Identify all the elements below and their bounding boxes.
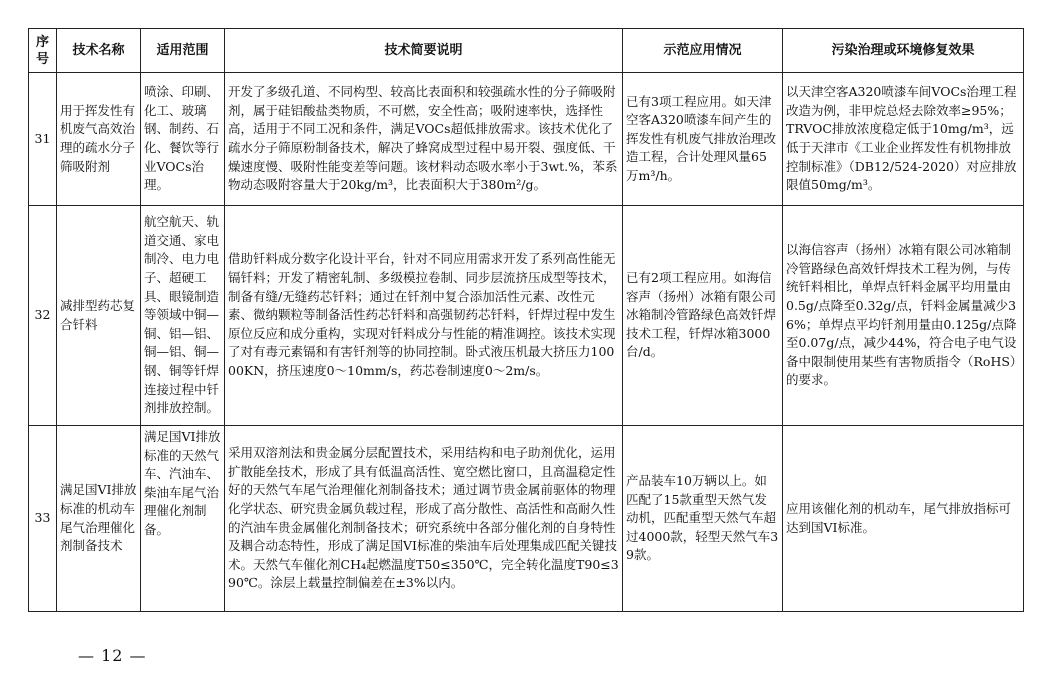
table-row xyxy=(29,73,1024,206)
header-scope: 适用范围 xyxy=(141,29,225,73)
row-demo: 产品装车10万辆以上。如匹配了15款重型天然气发动机，匹配重型天然气车超过4000款，轻型天然气车39款。 xyxy=(623,426,783,612)
row-scope: 喷涂、印刷、化工、玻璃钢、制药、石化、餐饮等行业VOCs治理。 xyxy=(141,73,225,206)
row-demo: 已有2项工程应用。如海信容声（扬州）冰箱有限公司冰箱制冷管路绿色高效钎焊技术工程，钎焊冰箱3000台/d。 xyxy=(623,206,783,426)
header-name: 技术名称 xyxy=(57,29,141,73)
row-demo: 已有3项工程应用。如天津空客A320喷漆车间产生的挥发性有机废气排放治理改造工程，合计处理风量65万m³/h。 xyxy=(623,73,783,206)
row-desc: 采用双溶剂法和贵金属分层配置技术，采用结构和电子助剂优化，运用扩散能垒技术，形成了具有低温高活性、宽空燃比窗口，且高温稳定性好的天然气车尾气治理催化剂制备技术；通过调节贵金属前驱体的物理化学状态、研究贵金属负载过程，形成了高分散性、高活性和高耐久性的汽油车贵金属催化剂制备技术；研究系统中各部分催化剂的自身特性及耦合动态特性，形成了满足国VI标准的柴油车后处理集成匹配关键技术。天然气车催化剂CH₄起燃温度T50≤350℃，完全转化温度T90≤390℃。涂层上载量控制偏差在±3%以内。 xyxy=(225,426,623,612)
row-name: 减排型药芯复合钎料 xyxy=(57,206,141,426)
row-desc: 开发了多级孔道、不同构型、较高比表面积和较强疏水性的分子筛吸附剂，属于硅铝酸盐类物质，不可燃，安全性高；吸附速率快，选择性高，适用于不同工况和条件，满足VOCs超低排放需求。该技术优化了疏水分子筛原粉制备技术，解决了蜂窝成型过程中易开裂、强度低、干燥速度慢、吸附性能变差等问题。该材料动态吸水率小于3wt.%，苯系物动态吸附容量大于20kg/m³，比表面积大于380m²/g。 xyxy=(225,73,623,206)
row-no: 33 xyxy=(29,426,57,612)
header-demo: 示范应用情况 xyxy=(623,29,783,73)
row-name: 用于挥发性有机废气高效治理的疏水分子筛吸附剂 xyxy=(57,73,141,206)
row-effect: 以天津空客A320喷漆车间VOCs治理工程改造为例，非甲烷总烃去除效率≥95%；TRVOC排放浓度稳定低于10mg/m³，远低于天津市《工业企业挥发性有机物排放控制标准》（DB12/524-2020）对应排放限值50mg/m³。 xyxy=(783,73,1024,206)
row-no: 31 xyxy=(29,73,57,206)
header-effect: 污染治理或环境修复效果 xyxy=(783,29,1024,73)
row-effect: 应用该催化剂的机动车，尾气排放指标可达到国VI标准。 xyxy=(783,426,1024,612)
row-scope: 满足国VI排放标准的天然气车、汽油车、柴油车尾气治理催化剂制备。 xyxy=(141,426,225,612)
table-row xyxy=(29,426,1024,612)
row-effect: 以海信容声（扬州）冰箱有限公司冰箱制冷管路绿色高效钎焊技术工程为例，与传统钎料相比，单焊点钎料金属平均用量由0.5g/点降至0.32g/点，钎料金属量减少36%；单焊点平均钎剂用量由0.125g/点降至0.07g/点，减少44%，符合电子电气设备中限制使用某些有害物质指令（RoHS）的要求。 xyxy=(783,206,1024,426)
header-desc: 技术简要说明 xyxy=(225,29,623,73)
row-desc: 借助钎料成分数字化设计平台，针对不同应用需求开发了系列高性能无镉钎料；开发了精密轧制、多级模拉卷制、同步层流挤压成型等技术，制备有缝/无缝药芯钎料；通过在钎剂中复合添加活性元素、改性元素、微纳颗粒等制备活性药芯钎料和高强韧药芯钎料，钎焊过程中发生原位反应和成分重构，实现对钎料成分与性能的精准调控。该技术实现了对有毒元素镉和有害钎剂等的协同控制。卧式液压机最大挤压力10000KN，挤压速度0～10mm/s，药芯卷制速度0～2m/s。 xyxy=(225,206,623,426)
table-row xyxy=(29,206,1024,426)
technology-table xyxy=(28,28,1024,612)
header-no: 序号 xyxy=(29,29,57,73)
page-number: — 12 — xyxy=(78,646,147,665)
row-name: 满足国VI排放标准的机动车尾气治理催化剂制备技术 xyxy=(57,426,141,612)
row-no: 32 xyxy=(29,206,57,426)
table-header-row xyxy=(29,29,1024,73)
row-scope: 航空航天、轨道交通、家电制冷、电力电子、超硬工具、眼镜制造等领域中铜—铜、铝—铝、铜—铝、铜—钢、铜等钎焊连接过程中钎剂排放控制。 xyxy=(141,206,225,426)
